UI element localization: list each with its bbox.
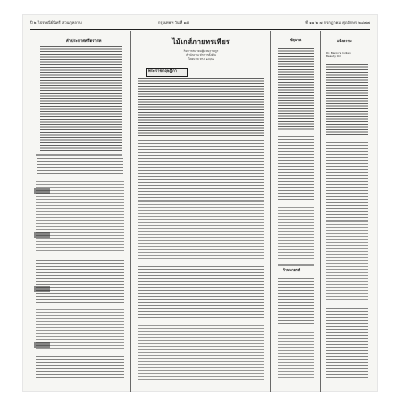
left-column-text-block-4 [36,260,124,304]
right-column-text-block-4 [326,308,368,380]
center-column-text-block-4 [138,266,264,320]
section-separator [36,154,122,156]
section-separator [278,264,314,266]
left-column-text-block-2 [37,158,123,176]
right-column-text-block-3 [326,224,368,302]
middle-right-text-block-4 [278,278,314,326]
section-separator [326,220,368,222]
column-divider-2 [270,31,271,392]
left-column-text-block-6 [36,356,124,380]
center-column-text-block-5 [138,325,264,380]
column-heading-left: คำประกาศศรีตรารท [66,38,102,43]
middle-right-heading: ขัตุนาค [290,38,302,42]
right-column-heading: แจ้งความ [337,39,352,43]
header-middle: กรุงเทพฯ วันที่ ๑๕ [158,20,190,25]
middle-right-text-block-5 [278,332,314,380]
left-column-marker [34,342,50,348]
header-left: ปี ๒ ไปรษณีย์นิครี สวนกุหลาบ [30,20,82,25]
left-column-marker [34,188,50,194]
middle-right-text-block-3 [278,207,314,261]
right-column-subheading: Dr. Baron's Indian Beauty Oil [326,51,351,59]
article-heading: พระราชกฤษฎีกา [148,68,177,73]
left-column-marker [34,286,50,292]
middle-right-text-block-2 [278,136,314,202]
header-right: ที่ ๑๑ ๒ ๗ กรกฎาคม ศุภอักษร ๒๔๗๗ [305,20,370,25]
page-header [30,18,370,28]
left-column-text-block [40,46,122,152]
center-column-text-block [138,78,264,136]
header-rule [30,29,370,30]
left-column-marker [34,232,50,238]
section-separator [138,200,264,202]
middle-right-subheading: ร้านนาครท์ [283,268,301,272]
center-column-text-block-2 [138,140,264,198]
masthead-subtitle: กิจการสมาคมผู้แทนราษฎร สำนักงาน ทำการตั้งต้น โดยนาย ทาง ๑๔๙๑ [183,49,219,61]
center-column-text-block-3 [138,204,264,260]
right-column-text-block-2 [326,142,368,218]
column-divider-1 [130,31,131,392]
column-divider-3 [320,31,321,392]
masthead-title: ไม้เกส์ภายทรเทียร [172,37,230,46]
right-column-text-block [326,64,368,136]
middle-right-text-block [278,48,314,130]
